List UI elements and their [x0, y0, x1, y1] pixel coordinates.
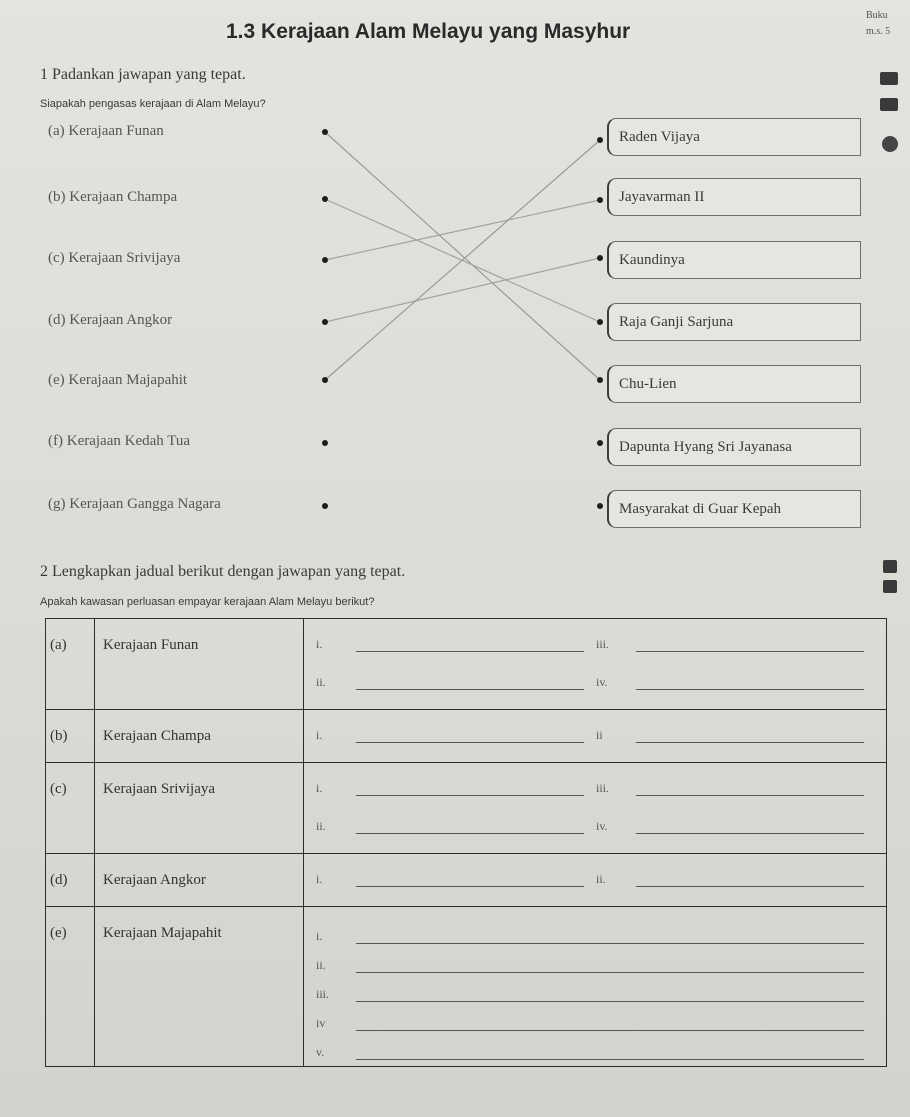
answer-blank[interactable] — [356, 675, 584, 690]
match-right-box[interactable] — [607, 428, 861, 466]
row-label: (d) — [46, 854, 95, 907]
question-1-heading: 1 Padankan jawapan yang tepat. — [40, 66, 246, 83]
match-right-box[interactable] — [607, 118, 861, 156]
item-number: ii. — [316, 958, 326, 972]
match-dot-left[interactable] — [322, 319, 328, 325]
item-number: i. — [316, 728, 323, 742]
answer-blank[interactable] — [356, 872, 584, 887]
match-dot-left[interactable] — [322, 129, 328, 135]
row-label: (a) — [46, 619, 95, 710]
item-number: ii — [596, 728, 603, 742]
match-right-box[interactable] — [607, 490, 861, 528]
answer-blank[interactable] — [636, 781, 864, 796]
item-number: iv. — [596, 675, 608, 689]
margin-tab-icon — [880, 72, 898, 85]
match-right-label: Chu-Lien — [619, 376, 677, 392]
match-left-item: (g) Kerajaan Gangga Nagara — [48, 496, 221, 512]
table-row — [46, 907, 887, 1067]
match-right-box[interactable] — [607, 365, 861, 403]
item-number: i. — [316, 872, 323, 886]
match-right-label: Masyarakat di Guar Kepah — [619, 501, 782, 517]
match-right-box[interactable] — [607, 241, 861, 279]
answer-cell — [304, 854, 887, 907]
answer-blank[interactable] — [356, 1045, 864, 1060]
match-dot-right[interactable] — [597, 503, 603, 509]
match-right-label: Dapunta Hyang Sri Jayanasa — [619, 439, 792, 455]
match-right-label: Kaundinya — [619, 252, 685, 268]
corner-notes — [866, 8, 890, 40]
match-dot-left[interactable] — [322, 196, 328, 202]
answer-blank[interactable] — [356, 637, 584, 652]
item-number: iii. — [596, 781, 610, 795]
answer-blank[interactable] — [356, 929, 864, 944]
kingdom-name: Kerajaan Funan — [95, 619, 304, 710]
match-left-item: (a) Kerajaan Funan — [48, 123, 164, 139]
item-number: ii. — [316, 675, 326, 689]
kingdom-name: Kerajaan Angkor — [95, 854, 304, 907]
kingdom-name: Kerajaan Majapahit — [95, 907, 304, 1067]
answer-cell — [304, 907, 887, 1067]
answer-blank[interactable] — [356, 1016, 864, 1031]
item-number: ii. — [316, 819, 326, 833]
match-dot-left[interactable] — [322, 377, 328, 383]
item-number: iv — [316, 1016, 326, 1030]
match-left-item: (e) Kerajaan Majapahit — [48, 372, 188, 388]
match-dot-right[interactable] — [597, 197, 603, 203]
match-dot-right[interactable] — [597, 255, 603, 261]
item-number: iii. — [316, 987, 330, 1001]
match-right-label: Jayavarman II — [619, 189, 705, 205]
item-number: iii. — [596, 637, 610, 651]
answer-cell — [304, 619, 887, 710]
question-1-prompt: Siapakah pengasas kerajaan di Alam Melayu? — [40, 98, 266, 110]
answer-cell — [304, 710, 887, 763]
item-number: i. — [316, 929, 323, 943]
match-left-item: (c) Kerajaan Srivijaya — [48, 250, 181, 266]
table-row — [46, 619, 887, 710]
match-left-item: (f) Kerajaan Kedah Tua — [48, 433, 191, 449]
margin-tab-icon — [883, 560, 897, 573]
item-number: v. — [316, 1045, 325, 1059]
match-left-item: (b) Kerajaan Champa — [48, 189, 178, 205]
match-dot-left[interactable] — [322, 257, 328, 263]
item-number: i. — [316, 781, 323, 795]
match-dot-right[interactable] — [597, 440, 603, 446]
match-right-label: Raden Vijaya — [619, 129, 700, 145]
answer-blank[interactable] — [636, 675, 864, 690]
answer-blank[interactable] — [636, 872, 864, 887]
answer-blank[interactable] — [356, 987, 864, 1002]
table-row — [46, 854, 887, 907]
answer-cell — [304, 763, 887, 854]
answer-blank[interactable] — [356, 958, 864, 973]
kingdom-name: Kerajaan Champa — [95, 710, 304, 763]
table-row — [46, 710, 887, 763]
item-number: ii. — [596, 872, 606, 886]
answer-blank[interactable] — [356, 728, 584, 743]
question-2-prompt: Apakah kawasan perluasan empayar kerajaan Alam Melayu berikut? — [40, 596, 375, 608]
answer-blank[interactable] — [356, 781, 584, 796]
margin-tab-icon — [883, 580, 897, 593]
corner-note: Buku — [866, 10, 888, 21]
answer-table — [45, 618, 887, 1067]
margin-tab-icon — [880, 98, 898, 111]
match-right-box[interactable] — [607, 178, 861, 216]
answer-blank[interactable] — [356, 819, 584, 834]
row-label: (b) — [46, 710, 95, 763]
match-dot-left[interactable] — [322, 440, 328, 446]
answer-blank[interactable] — [636, 819, 864, 834]
corner-note: m.s. 5 — [866, 26, 891, 37]
match-dot-right[interactable] — [597, 137, 603, 143]
item-number: iv. — [596, 819, 608, 833]
margin-blob-icon — [882, 136, 898, 152]
page-title: 1.3 Kerajaan Alam Melayu yang Masyhur — [226, 20, 631, 43]
match-left-item: (d) Kerajaan Angkor — [48, 312, 173, 328]
match-dot-left[interactable] — [322, 503, 328, 509]
question-2-heading: 2 Lengkapkan jadual berikut dengan jawapan yang tepat. — [40, 563, 406, 580]
row-label: (c) — [46, 763, 95, 854]
kingdom-name: Kerajaan Srivijaya — [95, 763, 304, 854]
item-number: i. — [316, 637, 323, 651]
match-dot-right[interactable] — [597, 377, 603, 383]
table-row — [46, 763, 887, 854]
answer-blank[interactable] — [636, 728, 864, 743]
match-right-box[interactable] — [607, 303, 861, 341]
match-right-label: Raja Ganji Sarjuna — [619, 314, 734, 330]
match-dot-right[interactable] — [597, 319, 603, 325]
answer-blank[interactable] — [636, 637, 864, 652]
row-label: (e) — [46, 907, 95, 1067]
